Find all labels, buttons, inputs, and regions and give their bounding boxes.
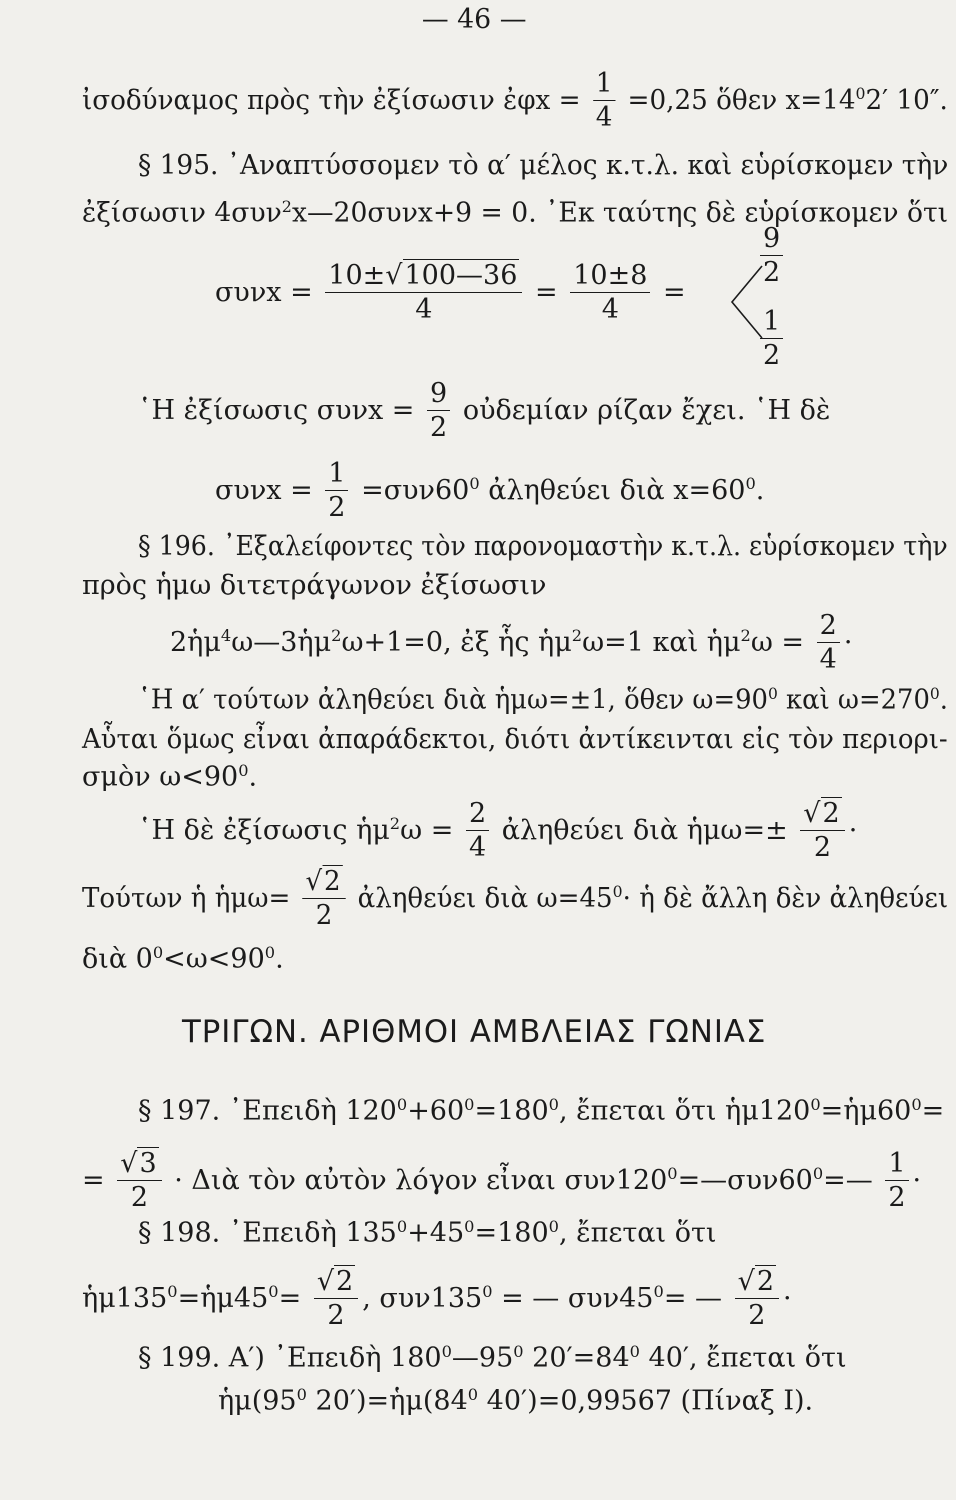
line-3	[82, 199, 948, 227]
denominator: 2	[430, 412, 448, 444]
line-5	[138, 380, 830, 443]
line-7: § 196. ᾿Εξαλείφοντες τὸν παρονομαστὴν κ.τ.λ. εὑρίσκομεν τὴν	[138, 531, 948, 562]
line-22	[218, 1387, 813, 1415]
line-2: § 195. ᾿Αναπτύσσομεν τὸ α′ μέλος κ.τ.λ. καὶ εὑρίσκομεν τὴν	[138, 150, 949, 181]
equals: =	[662, 276, 686, 308]
degree-mark: 0	[238, 761, 249, 780]
denominator: 4	[415, 294, 433, 326]
text: ἡμ(95	[218, 1385, 297, 1417]
text: οὐδεμίαν ρίζαν ἔχει. ῾Η δὲ	[462, 394, 831, 426]
text: =ἡμ60	[820, 1095, 912, 1127]
text: =ἡμ45	[177, 1282, 269, 1314]
degree-mark: 0	[396, 1217, 408, 1236]
denominator: 2	[763, 340, 781, 372]
degree-mark: 0	[629, 1342, 640, 1361]
radicand: 2	[756, 1266, 775, 1297]
text: ῾Η α′ τούτων ἀληθεύει διὰ ἡμω=±1, ὅθεν ω=90	[138, 684, 768, 716]
text: § 197. ᾿Επειδὴ 120	[138, 1095, 397, 1127]
fraction	[117, 1150, 161, 1213]
fraction	[427, 380, 450, 443]
text: ἀληθεύει διὰ ω=45	[357, 882, 613, 914]
degree-mark: 0	[513, 1342, 524, 1361]
text: 20′)=ἡμ(84	[306, 1385, 468, 1417]
radicand: 2	[336, 1266, 354, 1297]
degree-mark: 0	[548, 1095, 559, 1114]
text: ·	[848, 814, 858, 846]
denominator: 2	[813, 832, 832, 864]
page-number: — 46 —	[421, 4, 527, 35]
text: x—20συνx+9 = 0. ᾿Εκ ταύτης δὲ εὑρίσκομεν ὅτι	[291, 197, 949, 229]
numerator: 1	[593, 70, 615, 101]
text: .	[755, 474, 765, 506]
text: =180	[474, 1095, 549, 1127]
text: ἡμ135	[82, 1282, 168, 1314]
text: ω =	[400, 814, 454, 846]
sqrt: √2	[803, 798, 840, 829]
exponent: 4	[220, 626, 232, 646]
text: · ἡ δὲ ἄλλη δὲν ἀληθεύει	[622, 882, 949, 914]
degree-mark: 0	[268, 1282, 279, 1302]
numerator	[303, 868, 346, 899]
numerator: 1	[325, 460, 348, 491]
fraction	[325, 262, 522, 325]
text: =—συν60	[677, 1164, 813, 1196]
text: ω+1=0, ἐξ ἧς ἡμ	[341, 626, 572, 658]
line-14	[82, 868, 948, 931]
line-12	[82, 763, 257, 791]
text: ω—3ἡμ	[231, 626, 332, 658]
upper-root	[756, 225, 787, 288]
degree-mark: 0	[653, 1282, 664, 1302]
sqrt: √2	[316, 1266, 354, 1297]
text: ω =	[750, 626, 805, 658]
degree-mark: 0	[810, 1095, 821, 1114]
denominator: 4	[595, 102, 613, 134]
fraction	[325, 460, 348, 523]
fraction	[760, 308, 783, 371]
degree-mark: 0	[467, 1385, 479, 1404]
fraction	[817, 612, 840, 675]
degree-mark: 0	[264, 943, 276, 962]
text: <ω<90	[163, 943, 265, 975]
degree-mark: 0	[855, 84, 866, 104]
denominator: 2	[763, 257, 781, 289]
line-10	[138, 686, 948, 714]
text: , ἔπεται ὅτι	[558, 1217, 717, 1249]
line-21	[138, 1344, 847, 1372]
numerator: 1	[885, 1150, 908, 1181]
exponent: 2	[571, 626, 583, 646]
degree-mark: 0	[296, 1385, 307, 1404]
line-6	[215, 460, 764, 523]
sqrt: √100—36	[385, 260, 518, 291]
denominator: 2	[327, 1300, 345, 1332]
radicand: 2	[822, 798, 840, 829]
fraction	[593, 70, 615, 133]
degree-mark: 0	[612, 882, 623, 902]
text: διὰ 0	[82, 943, 153, 975]
text: ἐξίσωσιν 4συν	[82, 197, 282, 229]
fraction	[570, 262, 650, 325]
degree-mark: 0	[469, 474, 480, 494]
text: § 199. Α′) ᾿Επειδὴ 180	[138, 1342, 442, 1374]
text: =	[82, 1164, 105, 1196]
numerator	[314, 1268, 358, 1299]
degree-mark: 0	[812, 1164, 824, 1184]
text: , ἔπεται ὅτι ἡμ120	[558, 1095, 811, 1127]
text: ·	[783, 1282, 792, 1314]
numerator: 10±8	[570, 262, 650, 293]
sqrt: √2	[737, 1266, 775, 1297]
text: ἀληθεύει διὰ x=60	[488, 474, 746, 506]
line-19	[138, 1219, 716, 1247]
exponent: 2	[281, 197, 292, 216]
degree-mark: 0	[548, 1217, 559, 1236]
text: · Διὰ τὸν αὐτὸν λόγον εἶναι συν120	[174, 1164, 668, 1196]
text: = — συν45	[492, 1282, 654, 1314]
denominator: 2	[315, 900, 333, 932]
degree-mark: 0	[667, 1164, 678, 1184]
fraction	[800, 800, 844, 863]
sqrt: √3	[120, 1148, 157, 1179]
text: =συν60	[361, 474, 470, 506]
numerator	[325, 262, 522, 293]
fraction	[303, 868, 346, 931]
text: 2ἡμ	[170, 626, 221, 658]
denominator: 2	[748, 1300, 766, 1332]
numerator: 9	[760, 225, 783, 256]
text: =180	[474, 1217, 549, 1249]
text: 2′ 10″.	[865, 84, 948, 116]
text: Τούτων ἡ ἡμω=	[82, 882, 291, 914]
fraction	[760, 225, 783, 288]
numerator: 1	[760, 308, 783, 339]
numerator	[800, 800, 844, 831]
text: σμὸν ω<90	[82, 761, 239, 793]
text: =0,25 ὅθεν x=14	[627, 84, 856, 116]
degree-mark: 0	[464, 1095, 475, 1114]
numerator	[735, 1268, 779, 1299]
text: +60	[407, 1095, 465, 1127]
text: , συν135	[362, 1282, 483, 1314]
degree-mark: 0	[482, 1282, 493, 1302]
degree-mark: 0	[767, 684, 778, 703]
denominator: 4	[601, 294, 619, 326]
line-15	[82, 945, 284, 973]
denominator: 2	[328, 492, 346, 524]
fraction	[314, 1268, 358, 1331]
text: .	[248, 761, 258, 793]
text: —95	[451, 1342, 514, 1374]
text: 20′=84	[523, 1342, 630, 1374]
text: ·	[843, 626, 853, 658]
degree-mark: 0	[167, 1282, 178, 1302]
line-20	[82, 1268, 792, 1331]
line-17	[138, 1097, 944, 1125]
degree-mark: 0	[152, 943, 164, 962]
radicand: 3	[139, 1148, 157, 1179]
text: ·	[912, 1164, 922, 1196]
radicand: 2	[324, 866, 341, 897]
section-heading: ΤΡΙΓΩΝ. ΑΡΙΘΜΟΙ ΑΜΒΛΕΙΑΣ ΓΩΝΙΑΣ	[181, 1014, 767, 1050]
text: .	[275, 943, 284, 975]
degree-mark: 0	[441, 1342, 452, 1361]
text: ἀληθεύει διὰ ἡμω=±	[501, 814, 788, 846]
text: 10±	[328, 260, 386, 291]
degree-mark: 0	[745, 474, 756, 494]
text: 40′, ἔπεται ὅτι	[639, 1342, 847, 1374]
text: =	[278, 1282, 302, 1314]
text: .	[939, 684, 948, 716]
line-18	[82, 1150, 921, 1213]
numerator: 2	[466, 800, 489, 831]
text: ἰσοδύναμος πρὸς τὴν ἐξίσωσιν ἐφx =	[82, 84, 581, 116]
degree-mark: 0	[911, 1095, 922, 1114]
fraction	[885, 1150, 908, 1213]
denominator: 2	[130, 1182, 149, 1214]
line-8: πρὸς ἡμω διτετράγωνον ἐξίσωσιν	[82, 570, 547, 601]
denominator: 2	[888, 1182, 906, 1214]
denominator: 4	[819, 644, 837, 676]
exponent: 2	[331, 626, 342, 646]
numerator	[117, 1150, 161, 1181]
text: ω=1 καὶ ἡμ	[582, 626, 741, 658]
numerator: 2	[817, 612, 840, 643]
exponent: 2	[740, 626, 751, 646]
lhs: συνx =	[215, 276, 313, 308]
lower-root	[756, 308, 787, 371]
exponent: 2	[389, 814, 401, 834]
text: ῾Η ἐξίσωσις συνx =	[138, 394, 415, 426]
radicand: 100—36	[404, 260, 518, 291]
equals: =	[535, 276, 558, 308]
text: καὶ ω=270	[786, 684, 930, 716]
equation-cosx	[215, 262, 686, 325]
fraction	[735, 1268, 779, 1331]
numerator: 9	[427, 380, 450, 411]
text: συνx =	[215, 474, 313, 506]
text: =	[921, 1095, 945, 1127]
degree-mark: 0	[396, 1095, 408, 1114]
text: ῾Η δὲ ἐξίσωσις ἡμ	[138, 814, 390, 846]
line-13	[138, 800, 857, 863]
degree-mark: 0	[929, 684, 940, 703]
line-11: Αὗται ὅμως εἶναι ἀπαράδεκτοι, διότι ἀντίκεινται εἰς τὸν περιορι-	[82, 724, 948, 755]
line-1	[82, 70, 948, 133]
denominator: 4	[468, 832, 487, 864]
line-9	[170, 612, 852, 675]
text: = —	[663, 1282, 723, 1314]
text: +45	[407, 1217, 465, 1249]
sqrt: √2	[305, 866, 341, 897]
fraction	[466, 800, 489, 863]
text: § 198. ᾿Επειδὴ 135	[138, 1217, 397, 1249]
text: 40′)=0,99567 (Πίναξ Ι).	[478, 1385, 814, 1417]
text: =—	[823, 1164, 873, 1196]
degree-mark: 0	[464, 1217, 475, 1236]
